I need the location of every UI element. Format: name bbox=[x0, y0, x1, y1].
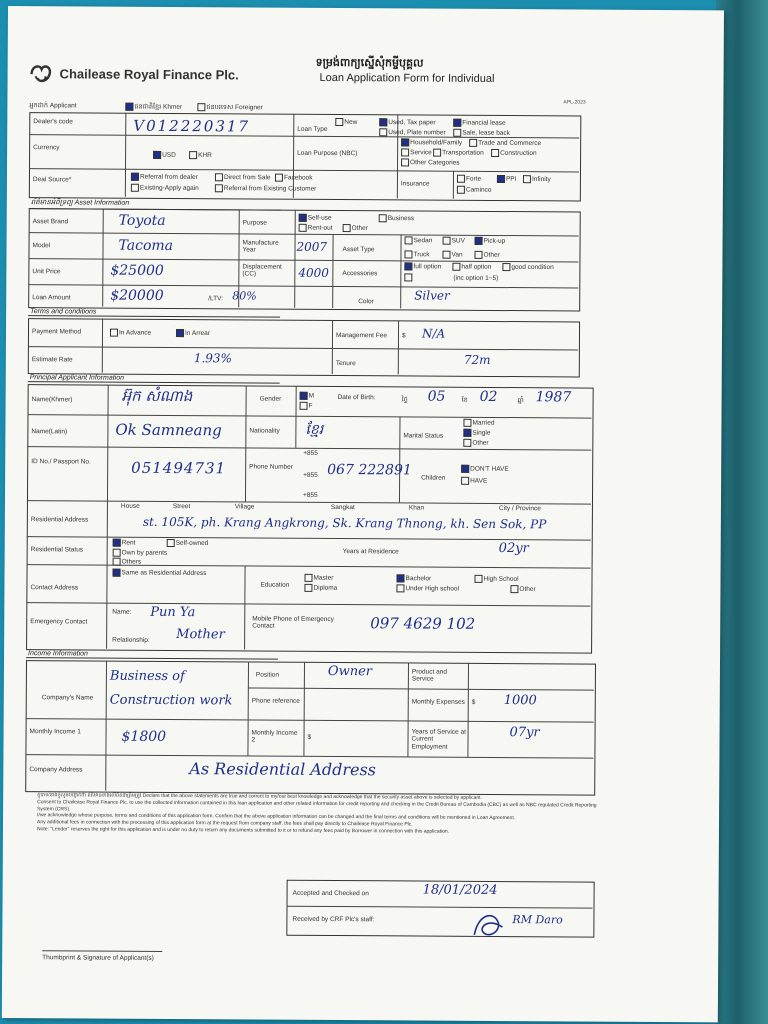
asset-type-truck[interactable]: Truck bbox=[404, 250, 429, 258]
applicant-khmer-option[interactable]: ជនជាតិខ្មែរ Khmer bbox=[125, 103, 182, 112]
currency-khr[interactable]: KHR bbox=[189, 151, 212, 159]
education-under-high-school[interactable]: Under High school bbox=[396, 584, 459, 593]
asset-brand-value[interactable]: Toyota bbox=[118, 212, 166, 229]
thumbprint-signature-label: Thumbprint & Signature of Applicant(s) bbox=[42, 954, 154, 962]
dob-year-prefix: ឆ្នាំ bbox=[517, 397, 524, 405]
years-of-service-label: Years of Service at Current Employment bbox=[411, 728, 466, 751]
signature-scribble-icon bbox=[468, 905, 508, 945]
terms-section-title: Terms and conditions bbox=[28, 308, 280, 318]
address-city-label: City / Province bbox=[498, 505, 541, 513]
children-have[interactable]: HAVE bbox=[461, 477, 487, 485]
name-khmer-value[interactable]: អ៊ុក សំណាង bbox=[121, 386, 193, 406]
address-khan-label: Khan bbox=[408, 504, 425, 512]
loan-amount-label: Loan Amount bbox=[32, 294, 71, 302]
management-fee-currency: $ bbox=[401, 332, 406, 340]
education-master[interactable]: Master bbox=[304, 574, 333, 582]
phone-prefix-3: +855 bbox=[302, 491, 318, 499]
children-label: Children bbox=[421, 474, 446, 482]
loan-type-sale-lease-back[interactable]: Sale, lease back bbox=[453, 129, 510, 138]
emergency-phone-label: Mobile Phone of Emergency Contact bbox=[252, 615, 334, 631]
company-address-label: Company Address bbox=[29, 766, 83, 774]
education-label: Education bbox=[260, 581, 290, 589]
marital-status-label: Marital Status bbox=[403, 432, 444, 440]
loan-amount-value[interactable]: $20000 bbox=[110, 287, 164, 304]
deal-source-direct-sale[interactable]: Direct from Sale bbox=[215, 173, 271, 182]
phone-reference-label: Phone reference bbox=[251, 697, 300, 705]
insurance-forte[interactable]: Forte bbox=[457, 175, 481, 183]
gender-female[interactable]: F bbox=[300, 402, 313, 410]
dob-label: Date of Birth: bbox=[337, 394, 376, 402]
deal-source-referral-dealer[interactable]: Referral from dealer bbox=[131, 173, 198, 182]
payment-method-label: Payment Method bbox=[31, 328, 82, 336]
asset-type-pickup[interactable]: Pick-up bbox=[475, 237, 506, 245]
chailease-logo-icon bbox=[28, 60, 54, 86]
principal-section-title: Principal Applicant Information bbox=[28, 374, 280, 384]
asset-type-sedan[interactable]: Sedan bbox=[405, 236, 433, 244]
asset-type-suv[interactable]: SUV bbox=[443, 237, 465, 245]
binder-background bbox=[716, 0, 768, 1024]
marital-other[interactable]: Other bbox=[463, 439, 488, 447]
position-label: Position bbox=[255, 671, 280, 679]
years-of-service-value[interactable]: 07yr bbox=[509, 725, 540, 741]
applicant-foreigner-option[interactable]: ជនបរទេស Foreigner bbox=[197, 103, 263, 112]
manufacture-year-value[interactable]: 2007 bbox=[296, 239, 328, 254]
education-other[interactable]: Other bbox=[510, 585, 535, 593]
applicant-label: អ្នកដាក់ Applicant bbox=[29, 102, 77, 110]
color-value[interactable]: Silver bbox=[414, 288, 450, 303]
payment-in-advance[interactable]: In Advance bbox=[110, 329, 151, 337]
emergency-contact-label: Emergency Contact bbox=[30, 618, 88, 626]
insurance-infinity[interactable]: Infinity bbox=[523, 175, 551, 183]
accepted-checked-label: Accepted and Checked on bbox=[292, 889, 369, 898]
purpose-trade[interactable]: Trade and Commerce bbox=[469, 139, 541, 148]
accepted-date[interactable]: 18/01/2024 bbox=[422, 882, 498, 899]
dealer-code-label: Dealer's code bbox=[33, 118, 73, 126]
dob-month[interactable]: 02 bbox=[479, 388, 498, 405]
asset-type-van[interactable]: Van bbox=[442, 251, 462, 259]
position-value[interactable]: Owner bbox=[327, 663, 373, 680]
deal-source-facebook[interactable]: Facebook bbox=[275, 174, 313, 182]
address-street-label: Street bbox=[172, 503, 191, 511]
emergency-name-label: Name: bbox=[112, 608, 132, 616]
accessories-inc-option[interactable]: (inc option 1~5) bbox=[404, 273, 498, 282]
asset-purpose-other[interactable]: Other bbox=[343, 224, 368, 232]
address-sangkat-label: Sangkat bbox=[330, 503, 355, 512]
estimate-rate-value[interactable]: 1.93% bbox=[193, 351, 233, 366]
education-high-school[interactable]: High School bbox=[474, 575, 518, 583]
asset-type-label: Asset Type bbox=[342, 246, 375, 254]
contact-same-as-residential[interactable]: Same as Residential Address bbox=[113, 569, 207, 578]
gender-label: Gender bbox=[259, 395, 282, 403]
staff-signature: RM Daro bbox=[512, 913, 563, 927]
purpose-service[interactable]: Service bbox=[401, 148, 432, 156]
deal-source-label: Deal Source* bbox=[32, 176, 72, 184]
phone-label: Phone Number bbox=[249, 463, 293, 471]
residential-address-value[interactable]: st. 105K, ph. Krang Angkrong, Sk. Krang Thnong, kh. Sen Sok, PP bbox=[142, 514, 547, 532]
form-title: Loan Application Form for Individual bbox=[319, 71, 495, 85]
dob-day[interactable]: 05 bbox=[427, 388, 446, 405]
dob-day-prefix: ថ្ងៃ bbox=[401, 396, 408, 404]
displacement-value[interactable]: 4000 bbox=[298, 265, 329, 280]
tenure-value[interactable]: 72m bbox=[463, 352, 491, 367]
years-at-residence-value[interactable]: 02yr bbox=[498, 541, 529, 557]
emergency-relationship-value[interactable]: Mother bbox=[176, 627, 225, 643]
contact-address-label: Contact Address bbox=[30, 584, 79, 592]
loan-type-financial-lease[interactable]: Financial lease bbox=[453, 119, 505, 128]
asset-purpose-business[interactable]: Business bbox=[379, 214, 414, 222]
phone-prefix-2: +855 bbox=[303, 471, 318, 479]
education-bachelor[interactable]: Bachelor bbox=[396, 574, 431, 582]
years-at-residence-label: Years at Residence bbox=[342, 548, 399, 556]
children-dont-have[interactable]: DON'T HAVE bbox=[461, 465, 509, 473]
loan-application-form bbox=[2, 6, 724, 1022]
loan-type-used-tax[interactable]: Used, Tax paper bbox=[379, 118, 435, 127]
manufacture-year-label: Manufacture Year bbox=[242, 239, 279, 254]
nationality-value[interactable]: ខ្មែរ bbox=[305, 421, 324, 438]
ltv-value[interactable]: 80% bbox=[232, 289, 257, 303]
marital-single[interactable]: Single bbox=[463, 429, 490, 437]
loan-type-new[interactable]: New bbox=[335, 118, 357, 126]
insurance-label: Insurance bbox=[400, 180, 430, 188]
currency-usd[interactable]: USD bbox=[153, 151, 176, 159]
model-value[interactable]: Tacoma bbox=[118, 237, 174, 255]
accessories-full-option[interactable]: full option bbox=[404, 262, 441, 270]
dob-month-prefix: ខែ bbox=[461, 396, 468, 404]
residential-others[interactable]: Others bbox=[113, 558, 142, 566]
marital-married[interactable]: Married bbox=[463, 419, 494, 427]
phone-prefix-1: +855 bbox=[303, 449, 318, 457]
monthly-expenses-currency: $ bbox=[471, 698, 476, 706]
monthly-income-2-currency: $ bbox=[307, 733, 312, 741]
company-name-label: Company's Name bbox=[41, 694, 94, 702]
model-label: Model bbox=[32, 242, 51, 250]
monthly-expenses-label: Monthly Expenses bbox=[411, 698, 465, 706]
address-house-label: House bbox=[120, 502, 140, 510]
residential-own-by-parents[interactable]: Own by parents bbox=[113, 549, 168, 558]
deal-source-existing[interactable]: Existing-Apply again bbox=[131, 184, 199, 193]
accessories-label: Accessories bbox=[342, 270, 378, 278]
form-number: APL-2023 bbox=[563, 99, 586, 106]
emergency-relationship-label: Relationship: bbox=[112, 636, 150, 644]
emergency-name-value[interactable]: Pun Ya bbox=[150, 604, 196, 621]
monthly-income-1-value[interactable]: $1800 bbox=[121, 728, 167, 745]
currency-label: Currency bbox=[33, 144, 60, 152]
residential-self-owned[interactable]: Self-owned bbox=[167, 539, 209, 547]
declaration-line-1: ខ្ញុំបាទ/នាងខ្ញុំសូមបញ្ជាក់ថា ព័ត៌មានខាងលើពិតជាត្រឹមត្រូវ Declare that the above statements are true and correct to my/our best knowledge and acknowledge that the security asset above is selected by applicant. bbox=[37, 792, 483, 801]
company-address-value[interactable]: As Residential Address bbox=[189, 759, 376, 780]
phone-value[interactable]: 067 222891 bbox=[327, 461, 412, 479]
color-label: Color bbox=[358, 298, 374, 306]
unit-price-value[interactable]: $25000 bbox=[110, 262, 164, 279]
purpose-construction[interactable]: Construction bbox=[491, 149, 537, 157]
insurance-ppi[interactable]: PPI bbox=[497, 175, 517, 183]
emergency-phone-value[interactable]: 097 4629 102 bbox=[370, 614, 476, 633]
loan-purpose-label: Loan Purpose (NBC) bbox=[297, 149, 358, 158]
residential-status-label: Residential Status bbox=[30, 546, 84, 554]
ltv-label: /LTV: bbox=[208, 295, 224, 303]
dealer-code-value[interactable]: V012220317 bbox=[133, 116, 251, 136]
address-village-label: Village bbox=[234, 503, 255, 511]
form-title-khmer: ទម្រង់ពាក្យស្នើសុំកម្ចីបុគ្គល bbox=[315, 56, 424, 70]
name-latin-value[interactable]: Ok Samneang bbox=[115, 420, 222, 440]
id-number-value[interactable]: 051494731 bbox=[131, 458, 227, 478]
declaration-text bbox=[37, 792, 597, 836]
company-name: Chailease Royal Finance Plc. bbox=[59, 66, 239, 83]
displacement-label: Displacement (CC) bbox=[242, 263, 282, 278]
education-diploma[interactable]: Diploma bbox=[304, 584, 337, 592]
management-fee-label: Management Fee bbox=[335, 332, 387, 340]
dob-year[interactable]: 1987 bbox=[535, 389, 572, 406]
accessories-half-option[interactable]: half option bbox=[452, 263, 491, 271]
residential-address-label: Residential Address bbox=[30, 516, 89, 524]
declaration-note: Note: "Lender" reserves the right for this application and is under no duty to return any documents submitted to it or to refund any fees paid by Borrower in connection with this application. bbox=[36, 825, 450, 835]
estimate-rate-label: Estimate Rate bbox=[31, 356, 73, 364]
gender-male[interactable]: M bbox=[300, 392, 314, 400]
name-khmer-label: Name(Khmer) bbox=[31, 396, 73, 404]
asset-purpose-label: Purpose bbox=[242, 219, 267, 227]
insurance-caminco[interactable]: Caminco bbox=[457, 186, 492, 194]
purpose-household[interactable]: Household/Family bbox=[401, 138, 462, 147]
monthly-income-2-label: Monthly Income 2 bbox=[251, 729, 298, 744]
product-service-label: Product and Service bbox=[411, 668, 448, 684]
received-by-label: Received by CRF Plc's staff: bbox=[292, 915, 375, 924]
loan-type-used-plate[interactable]: Used, Plate number bbox=[379, 128, 446, 137]
id-number-label: ID No./ Passport No. bbox=[31, 458, 91, 466]
loan-type-label: Loan Type bbox=[297, 125, 328, 133]
declaration-line-2: Consent to Chailease Royal Finance Plc. to use the collected information contained in this loan application and other related information for credit reporting and checking in the Credit Bureau of Cambodia (CBC) as well as NBC regulated Credit Reporting System (CRS). bbox=[37, 798, 597, 812]
asset-section-title: ព័ត៌មានអំពីទ្រព្យ Asset Information bbox=[29, 198, 281, 211]
purpose-other[interactable]: Other Categories bbox=[401, 158, 460, 167]
asset-brand-label: Asset Brand bbox=[32, 218, 69, 226]
income-section-title: Income Information bbox=[26, 650, 278, 660]
company-name-value[interactable]: Business of Construction work bbox=[109, 668, 233, 709]
asset-purpose-rent[interactable]: Rent-out bbox=[299, 224, 333, 232]
monthly-income-1-label: Monthly Income 1 bbox=[29, 728, 81, 736]
payment-in-arrear[interactable]: In Arrear bbox=[176, 329, 210, 337]
name-latin-label: Name(Latin) bbox=[31, 428, 68, 436]
asset-purpose-self[interactable]: Self-use bbox=[299, 214, 332, 222]
unit-price-label: Unit Price bbox=[32, 268, 61, 276]
deal-source-referral-customer[interactable]: Referral from Existing Customer bbox=[215, 184, 317, 193]
residential-rent[interactable]: Rent bbox=[113, 539, 136, 547]
asset-type-other[interactable]: Other bbox=[474, 251, 499, 259]
accessories-good-condition[interactable]: good condition bbox=[502, 263, 553, 272]
tenure-label: Tenure bbox=[335, 360, 356, 368]
declaration-line-4: Any additional fees in connection with the processing of this application form at the request from company staff, the fees shall pay directly to Chailease Royal Finance Plc. bbox=[36, 819, 413, 828]
declaration-line-3: I/we acknowledge whose purpose, terms and conditions of this application form. Confirm that the above application information can be changed and the final terms and conditions will be mentioned in Loan Agreement. bbox=[37, 812, 516, 822]
nationality-label: Nationality bbox=[249, 427, 280, 435]
management-fee-value[interactable]: N/A bbox=[421, 326, 446, 341]
monthly-expenses-value[interactable]: 1000 bbox=[503, 693, 537, 709]
purpose-transportation[interactable]: Transportation bbox=[433, 149, 484, 157]
